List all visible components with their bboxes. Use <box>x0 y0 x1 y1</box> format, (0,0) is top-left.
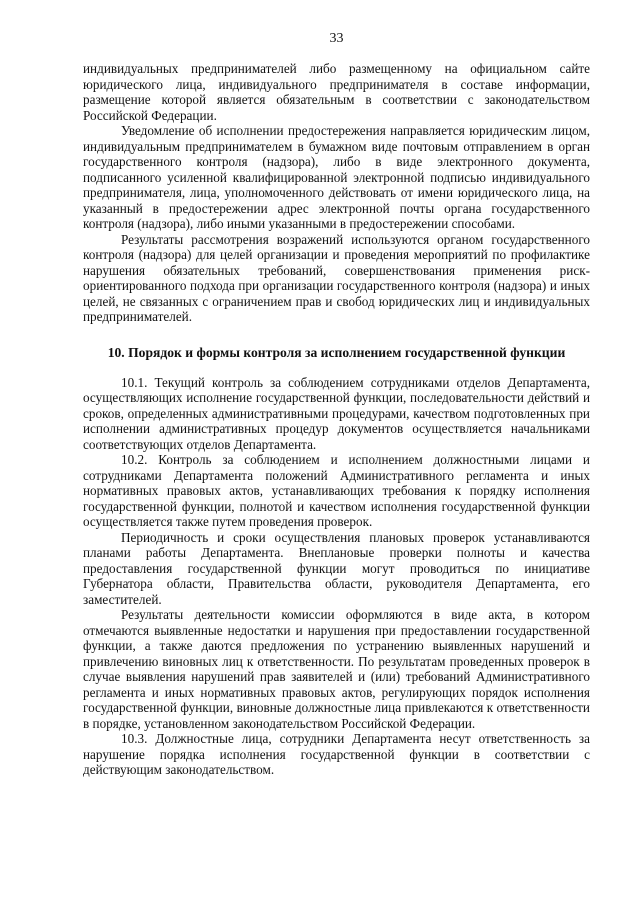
paragraph-notification: Уведомление об исполнении предостережения направляется юридическим лицом, индивидуальным предпринимателем в бумажном виде почтовым отправлением в орган государственного контроля (надзора), либо в виде электронного документа, подписанного усиленной квалифицированной электронной подписью индивидуального предпринимателя, лица, уполномоченного действовать от имени юридического лица, на указанный в предостережении адрес электронной почты органа государственного контроля (надзора), либо иными указанными в предостережении способами. <box>83 123 590 231</box>
section-heading: 10. Порядок и формы контроля за исполнением государственной функции <box>107 344 566 360</box>
paragraph-10-3: 10.3. Должностные лица, сотрудники Департамента несут ответственность за нарушение порядка исполнения государственной функции в соответствии с действующим законодательством. <box>83 731 590 777</box>
paragraph-commission-results: Результаты деятельности комиссии оформляются в виде акта, в котором отмечаются выявленные недостатки и нарушения при предоставлении государственной функции, а также даются предложения по устранению выявленных нарушений и привлечению виновных лиц к ответственности. По результатам проведенных проверок в случае выявления нарушений прав заявителей и (или) требований Административного регламента и иных нормативных правовых актов, регулирующих порядок исполнения государственной функции, виновные должностные лица привлекаются к ответственности в порядке, установленном законодательством Российской Федерации. <box>83 607 590 731</box>
paragraph-10-2: 10.2. Контроль за соблюдением и исполнением должностными лицами и сотрудниками Департамента положений Административного регламента и иных нормативных правовых актов, устанавливающих требования к порядку исполнения государственной функции, полнотой и качеством исполнения государственной функции осуществляется также путем проведения проверок. <box>83 452 590 529</box>
paragraph-10-1: 10.1. Текущий контроль за соблюдением сотрудниками отделов Департамента, осуществляющих исполнение государственной функции, последовательности действий и сроков, определенных административными процедурами, качеством подготовленных при исполнении административных процедур документов осуществляется начальниками соответствующих отделов Департамента. <box>83 374 590 452</box>
paragraph-objection-results: Результаты рассмотрения возражений используются органом государственного контроля (надзора) для целей организации и проведения мероприятий по профилактике нарушения обязательных требований, совершенствования применения риск-ориентированного подхода при организации государственного контроля (надзора) и иных целей, не связанных с ограничением прав и свобод юридических лиц и индивидуальных предпринимателей. <box>83 231 590 324</box>
paragraph-continuation: индивидуальных предпринимателей либо размещенному на официальном сайте юридического лица, индивидуального предпринимателя в составе информации, размещение которой является обязательным в соответствии с законодательством Российской Федерации. <box>83 61 590 123</box>
page-number: 33 <box>329 31 344 46</box>
paragraph-periodicity: Периодичность и сроки осуществления плановых проверок устанавливаются планами работы Департамента. Внеплановые проверки полноты и качества предоставления государственной функции могут проводиться по инициативе Губернатора области, Правительства области, руководителя Департамента, его заместителей. <box>83 529 590 607</box>
